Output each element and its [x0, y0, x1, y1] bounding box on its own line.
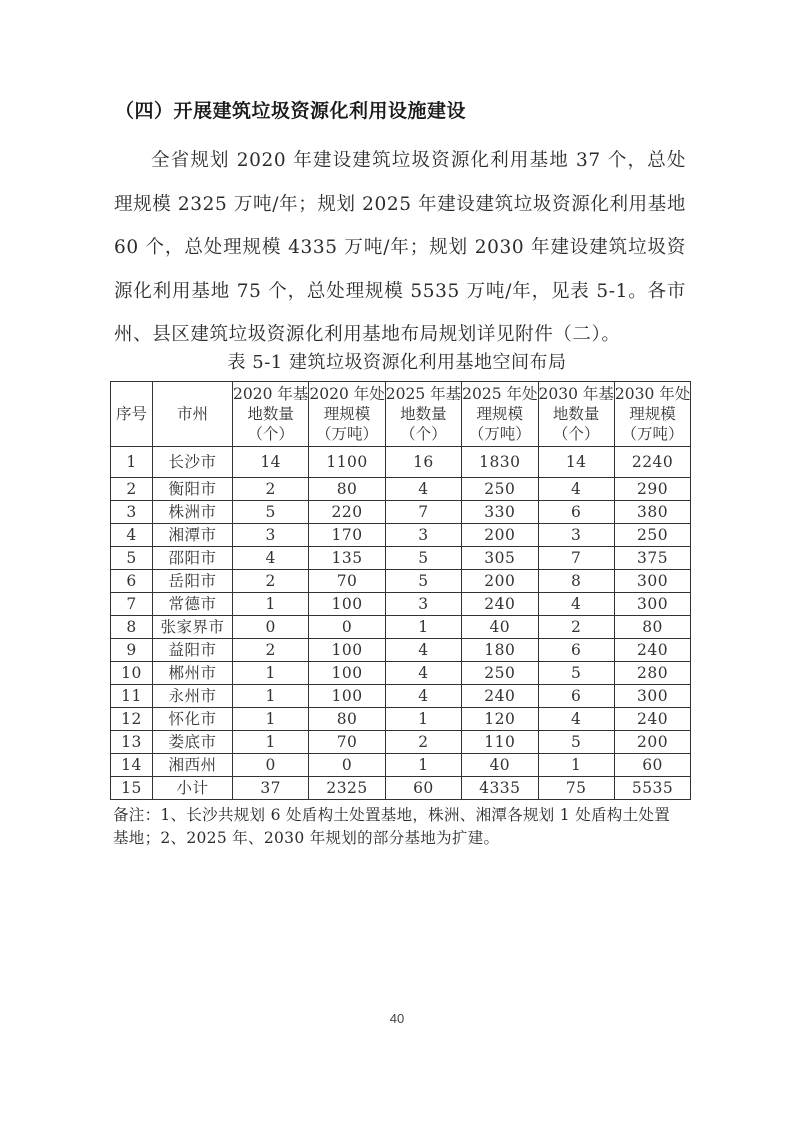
value-cell: 0 — [233, 754, 309, 777]
column-header — [614, 382, 690, 447]
column-header-line: （万吨） — [316, 425, 379, 443]
value-cell: 3 — [385, 593, 461, 616]
value-cell: 1 — [385, 708, 461, 731]
value-cell: 220 — [309, 501, 385, 524]
value-cell: 3 — [385, 524, 461, 547]
table-row — [111, 754, 691, 777]
value-cell: 110 — [462, 731, 538, 754]
value-cell: 70 — [309, 731, 385, 754]
table-row — [111, 708, 691, 731]
column-header — [462, 382, 538, 447]
row-index-cell: 10 — [111, 662, 153, 685]
table-row — [111, 447, 691, 478]
value-cell: 4 — [385, 685, 461, 708]
value-cell: 40 — [462, 754, 538, 777]
value-cell: 240 — [462, 685, 538, 708]
value-cell: 60 — [614, 754, 690, 777]
value-cell: 1830 — [462, 447, 538, 478]
row-index-cell: 8 — [111, 616, 153, 639]
value-cell: 4 — [538, 593, 614, 616]
table-row — [111, 593, 691, 616]
value-cell: 1 — [233, 662, 309, 685]
value-cell: 6 — [538, 685, 614, 708]
value-cell: 14 — [538, 447, 614, 478]
value-cell: 4 — [385, 662, 461, 685]
table-note: 备注：1、长沙共规划 6 处盾构土处置基地，株洲、湘潭各规划 1 处盾构土处置基地；2、2025 年、2030 年规划的部分基地为扩建。 — [113, 806, 670, 847]
value-cell: 7 — [538, 547, 614, 570]
value-cell: 0 — [233, 616, 309, 639]
value-cell: 75 — [538, 777, 614, 800]
city-cell: 益阳市 — [153, 639, 233, 662]
value-cell: 375 — [614, 547, 690, 570]
column-header-line: 2030 年基 — [538, 385, 614, 403]
column-header-line: 2020 年基 — [233, 385, 309, 403]
row-index-cell: 12 — [111, 708, 153, 731]
value-cell: 2 — [538, 616, 614, 639]
value-cell: 5 — [385, 570, 461, 593]
value-cell: 1 — [233, 708, 309, 731]
value-cell: 180 — [462, 639, 538, 662]
column-header-line: 市州 — [176, 405, 208, 423]
city-cell: 邵阳市 — [153, 547, 233, 570]
column-header-line: （个） — [400, 425, 447, 443]
value-cell: 290 — [614, 478, 690, 501]
column-header — [309, 382, 385, 447]
value-cell: 100 — [309, 639, 385, 662]
column-header-line: 2020 年处 — [309, 385, 385, 403]
value-cell: 1 — [233, 685, 309, 708]
value-cell: 305 — [462, 547, 538, 570]
value-cell: 100 — [309, 685, 385, 708]
city-cell: 张家界市 — [153, 616, 233, 639]
column-header-line: 地数量 — [552, 405, 600, 423]
value-cell: 4 — [538, 708, 614, 731]
value-cell: 1 — [538, 754, 614, 777]
data-table — [110, 381, 691, 800]
value-cell: 300 — [614, 685, 690, 708]
value-cell: 40 — [462, 616, 538, 639]
column-header-line: （个） — [247, 425, 294, 443]
city-cell: 娄底市 — [153, 731, 233, 754]
value-cell: 250 — [462, 478, 538, 501]
row-index-cell: 7 — [111, 593, 153, 616]
row-index-cell: 3 — [111, 501, 153, 524]
value-cell: 5 — [385, 547, 461, 570]
city-cell: 永州市 — [153, 685, 233, 708]
value-cell: 240 — [614, 708, 690, 731]
row-index-cell: 2 — [111, 478, 153, 501]
column-header-line: 2025 年基 — [385, 385, 462, 403]
table-row — [111, 478, 691, 501]
section-heading: （四）开展建筑垃圾资源化利用设施建设 — [115, 100, 467, 122]
value-cell: 300 — [614, 593, 690, 616]
value-cell: 2325 — [309, 777, 385, 800]
city-cell: 衡阳市 — [153, 478, 233, 501]
table-row — [111, 501, 691, 524]
value-cell: 6 — [538, 639, 614, 662]
value-cell: 70 — [309, 570, 385, 593]
column-header — [385, 382, 461, 447]
value-cell: 6 — [538, 501, 614, 524]
column-header-line: （个） — [552, 425, 600, 443]
column-header-line: （万吨） — [468, 425, 531, 443]
table-row — [111, 547, 691, 570]
value-cell: 7 — [385, 501, 461, 524]
value-cell: 120 — [462, 708, 538, 731]
value-cell: 330 — [462, 501, 538, 524]
city-cell: 株洲市 — [153, 501, 233, 524]
row-index-cell: 11 — [111, 685, 153, 708]
city-cell: 怀化市 — [153, 708, 233, 731]
value-cell: 4335 — [462, 777, 538, 800]
value-cell: 3 — [233, 524, 309, 547]
value-cell: 5 — [538, 731, 614, 754]
column-header-line: 理规模 — [629, 405, 676, 423]
value-cell: 1 — [385, 616, 461, 639]
row-index-cell: 14 — [111, 754, 153, 777]
header-row — [111, 382, 691, 447]
column-header — [233, 382, 309, 447]
column-header-line: 序号 — [115, 405, 147, 423]
table-row — [111, 570, 691, 593]
value-cell: 100 — [309, 593, 385, 616]
value-cell: 5 — [538, 662, 614, 685]
value-cell: 200 — [614, 731, 690, 754]
table-row — [111, 524, 691, 547]
table-body — [111, 447, 691, 800]
value-cell: 8 — [538, 570, 614, 593]
value-cell: 80 — [309, 708, 385, 731]
row-index-cell: 15 — [111, 777, 153, 800]
row-index-cell: 13 — [111, 731, 153, 754]
row-index-cell: 5 — [111, 547, 153, 570]
value-cell: 1 — [233, 731, 309, 754]
value-cell: 80 — [309, 478, 385, 501]
value-cell: 240 — [462, 593, 538, 616]
column-header-line: 地数量 — [247, 405, 294, 423]
column-header — [538, 382, 614, 447]
value-cell: 1 — [385, 754, 461, 777]
value-cell: 280 — [614, 662, 690, 685]
value-cell: 250 — [462, 662, 538, 685]
column-header-line: 2025 年处 — [462, 385, 538, 403]
row-index-cell: 4 — [111, 524, 153, 547]
table-row — [111, 731, 691, 754]
value-cell: 4 — [233, 547, 309, 570]
column-header-line: （万吨） — [621, 425, 684, 443]
value-cell: 2 — [233, 639, 309, 662]
city-cell: 岳阳市 — [153, 570, 233, 593]
column-header-line: 理规模 — [323, 405, 371, 423]
value-cell: 300 — [614, 570, 690, 593]
table-row — [111, 777, 691, 800]
table-caption: 表 5-1 建筑垃圾资源化利用基地空间布局 — [227, 352, 567, 373]
table-row — [111, 616, 691, 639]
body-paragraph: 全省规划 2020 年建设建筑垃圾资源化利用基地 37 个，总处理规模 2325 万吨/年；规划 2025 年建设建筑垃圾资源化利用基地 60 个，总处理规模 4335 万吨/年；规划 2030 年建设建筑垃圾资源化利用基地 75 个，总处理规模 5535 万吨/年，见表 5-1。各市州、县区建筑垃圾资源化利用基地布局规划详见附件（二）。 — [114, 150, 686, 345]
column-header-line: 地数量 — [400, 405, 447, 423]
column-header — [111, 382, 153, 447]
value-cell: 170 — [309, 524, 385, 547]
table-row — [111, 662, 691, 685]
value-cell: 380 — [614, 501, 690, 524]
value-cell: 14 — [233, 447, 309, 478]
value-cell: 5 — [233, 501, 309, 524]
value-cell: 5535 — [614, 777, 690, 800]
column-header-line: 2030 年处 — [614, 385, 691, 403]
value-cell: 2 — [385, 731, 461, 754]
value-cell: 3 — [538, 524, 614, 547]
value-cell: 16 — [385, 447, 461, 478]
city-cell: 常德市 — [153, 593, 233, 616]
value-cell: 80 — [614, 616, 690, 639]
city-cell: 郴州市 — [153, 662, 233, 685]
value-cell: 4 — [538, 478, 614, 501]
value-cell: 200 — [462, 524, 538, 547]
city-cell: 湘西州 — [153, 754, 233, 777]
value-cell: 0 — [309, 616, 385, 639]
value-cell: 4 — [385, 478, 461, 501]
value-cell: 1100 — [309, 447, 385, 478]
value-cell: 2 — [233, 478, 309, 501]
value-cell: 1 — [233, 593, 309, 616]
city-cell: 小计 — [153, 777, 233, 800]
value-cell: 100 — [309, 662, 385, 685]
row-index-cell: 9 — [111, 639, 153, 662]
value-cell: 37 — [233, 777, 309, 800]
row-index-cell: 1 — [111, 447, 153, 478]
value-cell: 0 — [309, 754, 385, 777]
city-cell: 长沙市 — [153, 447, 233, 478]
column-header-line: 理规模 — [476, 405, 524, 423]
table-row — [111, 639, 691, 662]
value-cell: 4 — [385, 639, 461, 662]
table-header — [111, 382, 691, 447]
value-cell: 135 — [309, 547, 385, 570]
value-cell: 240 — [614, 639, 690, 662]
city-cell: 湘潭市 — [153, 524, 233, 547]
table-row — [111, 685, 691, 708]
value-cell: 250 — [614, 524, 690, 547]
value-cell: 2 — [233, 570, 309, 593]
page-number: 40 — [389, 1011, 405, 1026]
column-header — [153, 382, 233, 447]
row-index-cell: 6 — [111, 570, 153, 593]
value-cell: 200 — [462, 570, 538, 593]
value-cell: 2240 — [614, 447, 690, 478]
value-cell: 60 — [385, 777, 461, 800]
